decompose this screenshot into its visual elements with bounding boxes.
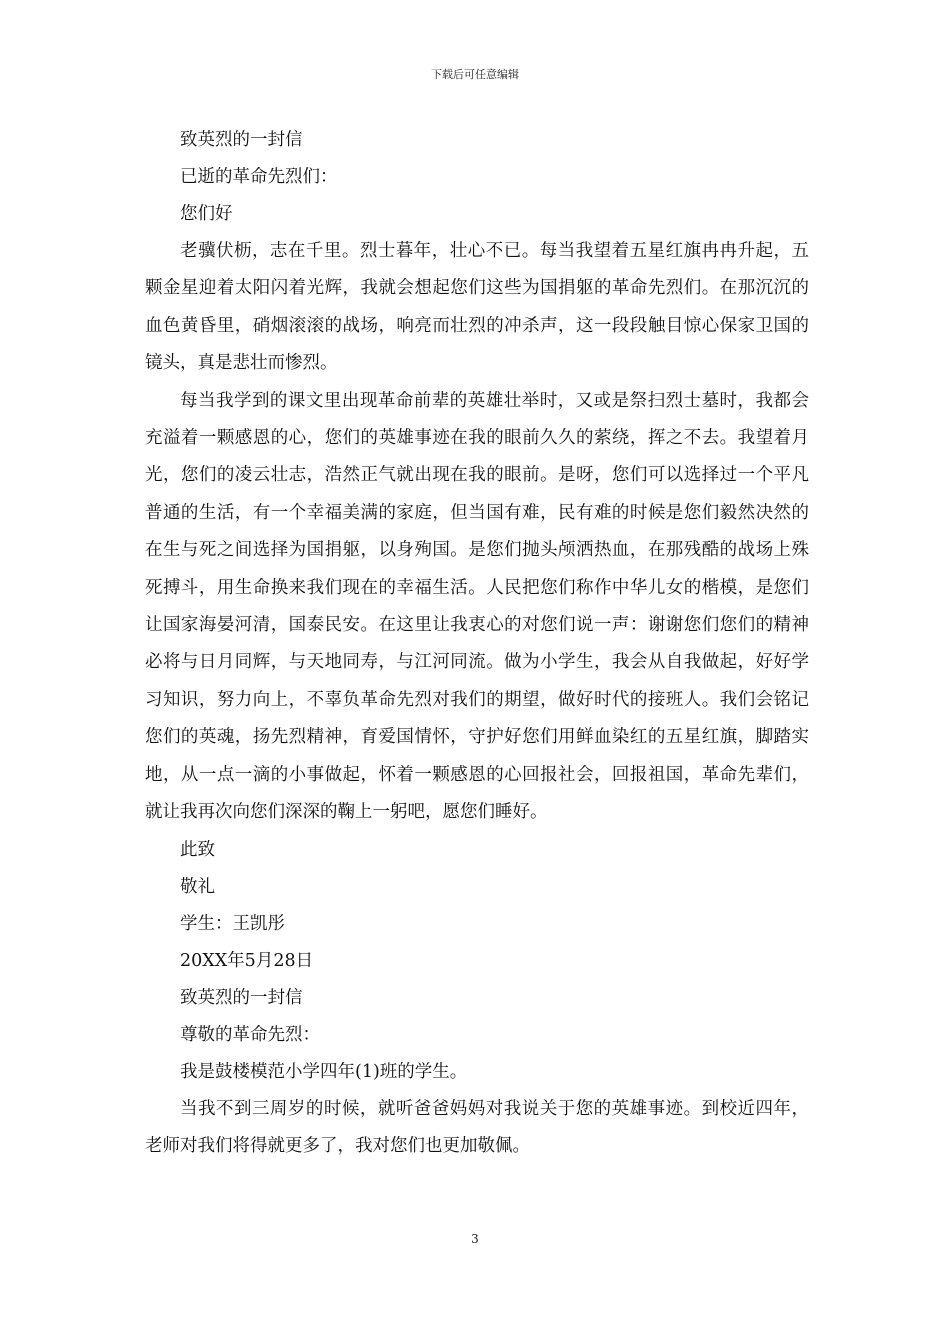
letter1-date: 20XX年5月28日 <box>180 950 314 971</box>
letter1-signature: 学生：王凯彤 <box>180 913 285 934</box>
letter1-closing-2: 敬礼 <box>180 876 215 897</box>
page-number: 3 <box>471 1232 479 1246</box>
letter2-title: 致英烈的一封信 <box>180 987 303 1008</box>
letter2-paragraph-1: 当我不到三周岁的时候，就听爸爸妈妈对我说关于您的英雄事迹。到校近四年，老师对我们将得就更多了，我对您们也更加敬佩。 <box>145 1098 809 1156</box>
document-body <box>145 122 809 1165</box>
letter1-paragraph-2: 每当我学到的课文里出现革命前辈的英雄壮举时，又或是祭扫烈士墓时，我都会充溢着一颗感恩的心，您们的英雄事迹在我的眼前久久的萦绕，挥之不去。我望着月光，您们的凌云壮志，浩然正气就出现在我的眼前。是呀，您们可以选择过一个平凡普通的生活，有一个幸福美满的家庭，但当国有难，民有难的时候是您们毅然决然的在生与死之间选择为国捐躯，以身殉国。是您们抛头颅洒热血，在那残酷的战场上殊死搏斗，用生命换来我们现在的幸福生活。人民把您们称作中华儿女的楷模，是您们让国家海晏河清，国泰民安。在这里让我衷心的对您们说一声：谢谢您们您们的精神必将与日月同辉，与天地同寿，与江河同流。做为小学生，我会从自我做起，好好学习知识，努力向上，不辜负革命先烈对我们的期望，做好时代的接班人。我们会铭记您们的英魂，扬先烈精神，育爱国情怀，守护好您们用鲜血染红的五星红旗，脚踏实地，从一点一滴的小事做起，怀着一颗感恩的心回报社会，回报祖国，革命先辈们，就让我再次向您们深深的鞠上一躬吧，愿您们睡好。 <box>145 390 809 823</box>
letter1-closing-1: 此致 <box>180 839 215 860</box>
letter1-paragraph-1: 老骥伏枥，志在千里。烈士暮年，壮心不已。每当我望着五星红旗冉冉升起，五颗金星迎着太阳闪着光辉，我就会想起您们这些为国捐躯的革命先烈们。在那沉沉的血色黄昏里，硝烟滚滚的战场，响亮而壮烈的冲杀声，这一段段触目惊心保家卫国的镜头，真是悲壮而惨烈。 <box>145 241 809 374</box>
letter1-greeting: 您们好 <box>180 204 233 224</box>
letter2-salutation: 尊敬的革命先烈： <box>180 1024 320 1045</box>
letter1-salutation: 已逝的革命先烈们： <box>180 167 338 187</box>
page-header-note: 下载后可任意编辑 <box>431 68 519 81</box>
letter1-title: 致英烈的一封信 <box>180 130 303 150</box>
letter2-intro: 我是鼓楼模范小学四年(1)班的学生。 <box>180 1061 468 1082</box>
